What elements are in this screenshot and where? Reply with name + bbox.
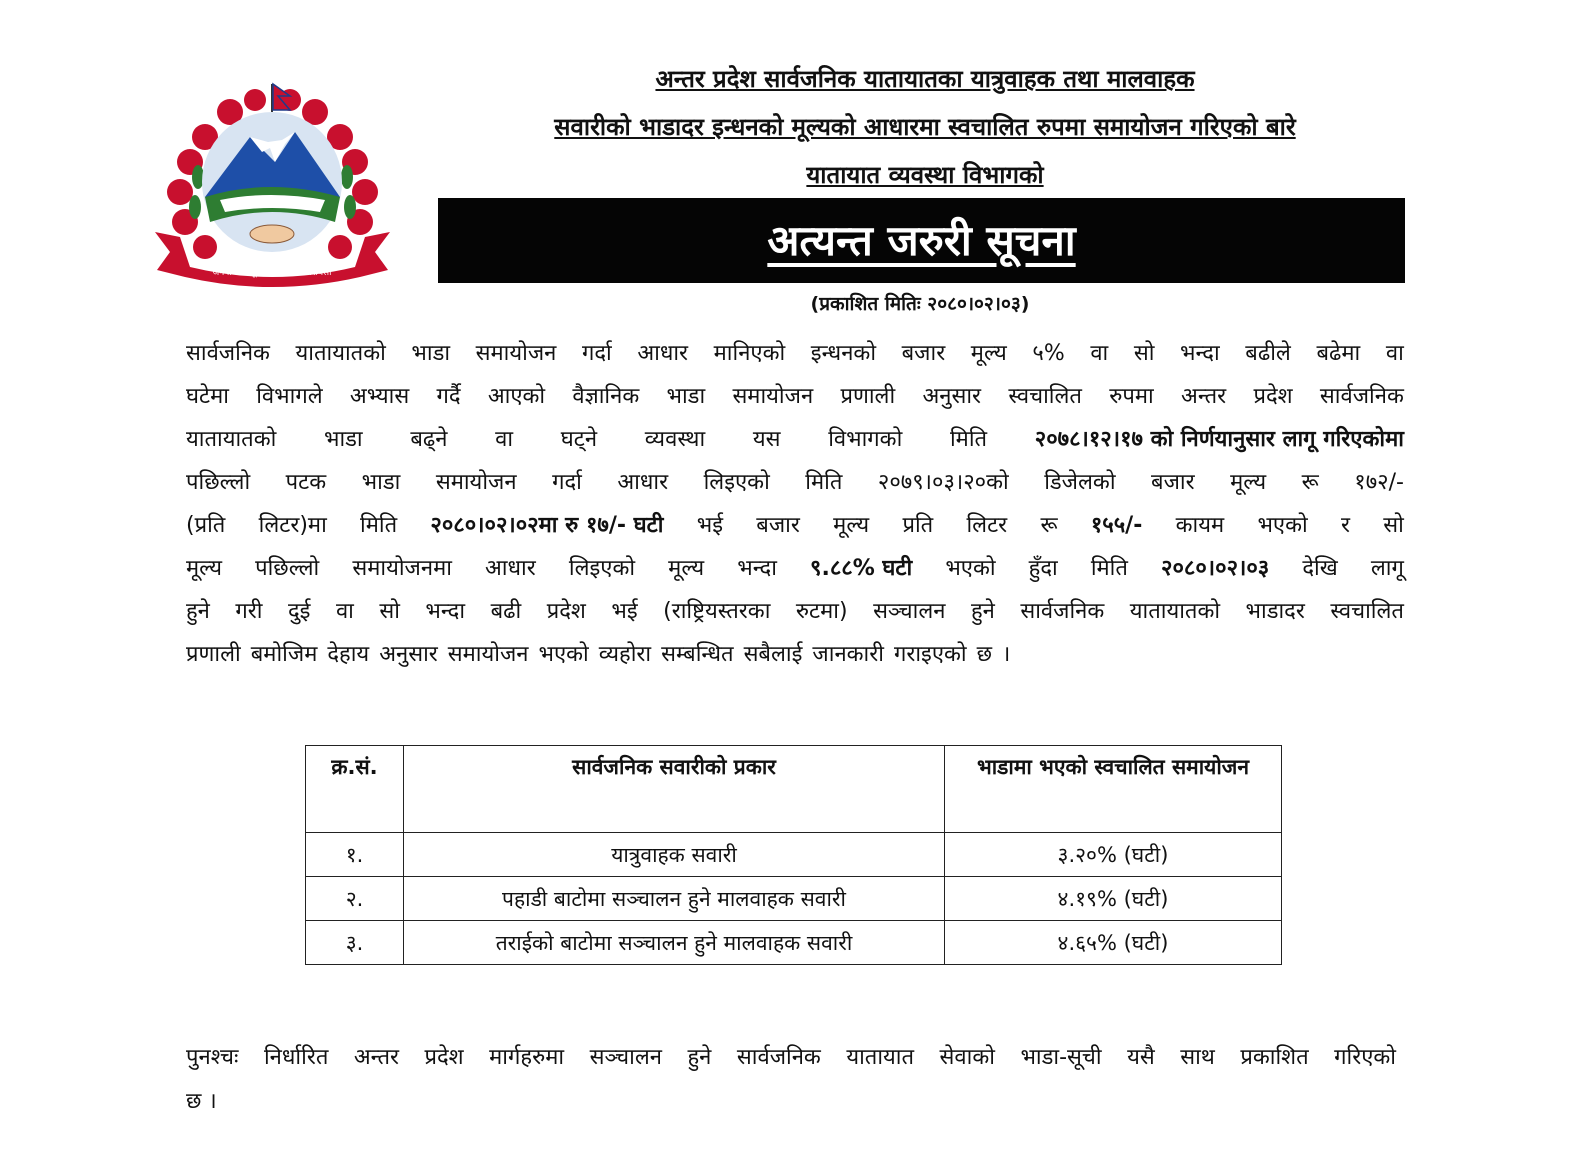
- postscript-word: यसै: [1127, 1045, 1155, 1070]
- body-word: वैज्ञानिक: [572, 384, 640, 409]
- body-word: सम्बन्धित: [661, 642, 734, 667]
- body-word: मिति: [1090, 556, 1128, 581]
- body-word: कायम: [1175, 513, 1225, 538]
- body-word: भन्दा: [1180, 341, 1220, 366]
- body-word: समायोजन: [447, 642, 529, 667]
- postscript-line-1: [186, 1036, 1396, 1080]
- body-word: भाडा: [411, 341, 451, 366]
- body-word: देहाय: [327, 642, 370, 667]
- postscript-word: यातायात: [846, 1045, 915, 1070]
- body-word: प्रदेश: [546, 599, 586, 624]
- body-word: गर्दा: [581, 341, 612, 366]
- body-word: लिटर: [966, 513, 1008, 538]
- body-word: वा: [1385, 341, 1404, 366]
- column-header-vehicle-type: सार्वजनिक सवारीको प्रकार: [404, 746, 945, 833]
- body-word: २०८०।०२।०२मा रु १७/- घटी: [430, 513, 664, 538]
- body-word: यस: [752, 427, 781, 452]
- body-word: वा: [335, 599, 354, 624]
- body-word: २०८०।०२।०३: [1161, 556, 1270, 581]
- notice-heading-line-1: अन्तर प्रदेश सार्वजनिक यातायातका यात्रुवाहक तथा मालवाहक: [655, 65, 1195, 93]
- body-word: वा: [1090, 341, 1109, 366]
- body-word: यातायातको: [295, 341, 386, 366]
- body-word: लिइएको: [568, 556, 636, 581]
- body-line: [186, 633, 1404, 676]
- body-word: आधार: [485, 556, 536, 581]
- body-word: बजार: [901, 341, 946, 366]
- row-serial: ३.: [306, 921, 404, 965]
- body-word: बढेमा: [1316, 341, 1361, 366]
- body-word: सबैलाई: [743, 642, 803, 667]
- row-vehicle-type: तराईको बाटोमा सञ्चालन हुने मालवाहक सवारी: [404, 921, 945, 965]
- body-word: लिइएको: [703, 470, 770, 495]
- body-word: सञ्चालन: [873, 599, 946, 624]
- body-word: मूल्य: [833, 513, 870, 538]
- body-word: बढ्ने: [410, 427, 448, 452]
- body-word: इन्धनको: [810, 341, 877, 366]
- body-word: २०७९।०३।२०को: [877, 470, 1009, 495]
- body-word: हुने: [970, 599, 995, 624]
- body-word: भएको: [538, 642, 589, 667]
- body-word: भई: [696, 513, 724, 538]
- body-word: अन्तर: [1181, 384, 1227, 409]
- body-word: स्वचालित: [1008, 384, 1082, 409]
- body-word: भएको: [945, 556, 996, 581]
- body-word: अनुसार: [379, 642, 438, 667]
- body-word: आएको: [487, 384, 546, 409]
- body-word: प्रति: [902, 513, 934, 538]
- body-word: सार्वजनिक: [186, 341, 270, 366]
- body-word: समायोजनमा: [352, 556, 452, 581]
- column-header-adjustment: भाडामा भएको स्वचालित समायोजन: [945, 746, 1282, 833]
- body-word: घटेमा: [186, 384, 229, 409]
- body-word: मिति: [949, 427, 988, 452]
- body-line: [186, 547, 1404, 590]
- postscript-word: सेवाको: [939, 1045, 995, 1070]
- postscript-end: छ ।: [186, 1089, 217, 1114]
- row-adjustment: ४.६५% (घटी): [945, 921, 1282, 965]
- body-word: बमोजिम: [250, 642, 318, 667]
- body-word: गरी: [235, 599, 263, 624]
- body-line: [186, 332, 1404, 375]
- postscript-word: सञ्चालन: [589, 1045, 662, 1070]
- body-word: सो: [1133, 341, 1155, 366]
- body-word: प्रणाली: [186, 642, 241, 667]
- body-word: बढी: [490, 599, 522, 624]
- table-row: [306, 921, 1282, 965]
- body-word: सो: [1383, 513, 1404, 538]
- body-word: पटक: [285, 470, 327, 495]
- body-word: हुने: [186, 599, 210, 624]
- body-word: ९.८८% घटी: [810, 556, 913, 581]
- body-word: मूल्य: [1230, 470, 1267, 495]
- body-word: देखि: [1302, 556, 1338, 581]
- postscript-word: गरिएको: [1334, 1045, 1396, 1070]
- body-word: छ: [976, 642, 993, 667]
- body-word: पछिल्लो: [255, 556, 320, 581]
- body-word: विभागले: [256, 384, 323, 409]
- body-word: स्वचालित: [1330, 599, 1404, 624]
- table-header-row: [306, 746, 1282, 833]
- table-row: [306, 877, 1282, 921]
- body-word: प्रदेश: [1253, 384, 1293, 409]
- body-word: मिति: [805, 470, 843, 495]
- body-word: पछिल्लो: [186, 470, 251, 495]
- body-word: सार्वजनिक: [1020, 599, 1105, 624]
- body-word: भन्दा: [737, 556, 777, 581]
- body-word: ।: [1002, 642, 1011, 667]
- body-word: यातायातको: [1129, 599, 1221, 624]
- body-word: १७२/-: [1354, 470, 1404, 495]
- postscript-word: साथ: [1180, 1045, 1215, 1070]
- urgent-notice-title: अत्यन्त जरुरी सूचना: [767, 216, 1076, 265]
- body-word: घट्ने: [560, 427, 598, 452]
- body-word: भाडा: [361, 470, 401, 495]
- body-word: आधार: [617, 470, 669, 495]
- postscript-word: सार्वजनिक: [736, 1045, 821, 1070]
- body-line: [186, 590, 1404, 633]
- body-word: भाडा: [666, 384, 706, 409]
- body-word: भाडा: [323, 427, 363, 452]
- row-serial: २.: [306, 877, 404, 921]
- body-word: अनुसार: [922, 384, 982, 409]
- body-word: भएको: [1257, 513, 1308, 538]
- postscript-word: पुनश्चः: [186, 1045, 239, 1070]
- notice-heading-line-3: यातायात व्यवस्था विभागको: [806, 161, 1044, 189]
- body-word: गर्दै: [436, 384, 461, 409]
- postscript-word: भाडा-सूची: [1020, 1045, 1102, 1070]
- fare-adjustment-table: [305, 745, 1282, 965]
- body-word: समायोजन: [435, 470, 517, 495]
- body-word: मानिएको: [713, 341, 786, 366]
- body-word: मूल्य: [970, 341, 1007, 366]
- body-word: अभ्यास: [349, 384, 410, 409]
- body-word: र: [1340, 513, 1350, 538]
- body-word: भई: [611, 599, 638, 624]
- postscript-word: हुने: [687, 1045, 712, 1070]
- nepal-emblem-icon: [150, 82, 395, 292]
- body-word: भन्दा: [425, 599, 466, 624]
- row-serial: १.: [306, 833, 404, 877]
- body-word: वा: [495, 427, 514, 452]
- row-vehicle-type: पहाडी बाटोमा सञ्चालन हुने मालवाहक सवारी: [404, 877, 945, 921]
- body-word: प्रणाली: [840, 384, 896, 409]
- body-line: [186, 375, 1404, 418]
- body-word: रू: [1301, 470, 1319, 495]
- postscript-word: प्रदेश: [424, 1045, 464, 1070]
- body-word: व्यहोरा: [598, 642, 652, 667]
- body-line: [186, 418, 1404, 461]
- body-word: बजार: [756, 513, 800, 538]
- body-word: गर्दा: [552, 470, 582, 495]
- body-line: [186, 461, 1404, 504]
- body-word: यातायातको: [186, 427, 277, 452]
- body-word: (राष्ट्रियस्तरका: [663, 599, 771, 624]
- notice-body-paragraph: [186, 332, 1404, 676]
- body-word: ५%: [1032, 341, 1065, 366]
- notice-heading-line-2: सवारीको भाडादर इन्धनको मूल्यको आधारमा स्वचालित रुपमा समायोजन गरिएको बारे: [554, 113, 1296, 141]
- body-word: मिति: [360, 513, 398, 538]
- row-vehicle-type: यात्रुवाहक सवारी: [404, 833, 945, 877]
- row-adjustment: ४.१९% (घटी): [945, 877, 1282, 921]
- body-word: समायोजन: [732, 384, 814, 409]
- postscript-note: [186, 1036, 1396, 1124]
- urgent-notice-banner: [438, 198, 1405, 283]
- body-word: रुटमा): [795, 599, 848, 624]
- body-word: गराइएको: [893, 642, 967, 667]
- body-word: २०७८।१२।१७ को निर्णयानुसार लागू गरिएकोमा: [1034, 427, 1404, 452]
- body-word: जानकारी: [812, 642, 884, 667]
- publication-date: (प्रकाशित मितिः २०८०।०२।०३): [810, 293, 1030, 315]
- body-word: डिजेलको: [1044, 470, 1116, 495]
- body-word: बजार: [1151, 470, 1195, 495]
- table-row: [306, 833, 1282, 877]
- body-word: लिटर)मा: [258, 513, 327, 538]
- body-word: सार्वजनिक: [1319, 384, 1404, 409]
- body-word: आधार: [637, 341, 689, 366]
- body-word: (प्रति: [186, 513, 226, 538]
- postscript-word: प्रकाशित: [1240, 1045, 1309, 1070]
- body-word: सो: [379, 599, 400, 624]
- emblem-motto: जननी जन्मभूमिश्च स्वर्गादपि गरीयसी: [212, 268, 332, 278]
- body-word: भाडादर: [1245, 599, 1305, 624]
- row-adjustment: ३.२०% (घटी): [945, 833, 1282, 877]
- body-word: लागू: [1370, 556, 1404, 581]
- body-word: समायोजन: [475, 341, 557, 366]
- postscript-word: अन्तर: [353, 1045, 399, 1070]
- postscript-line-2: [186, 1080, 1396, 1124]
- column-header-serial: क्र.सं.: [306, 746, 404, 833]
- postscript-word: मार्गहरुमा: [489, 1045, 565, 1070]
- body-word: व्यवस्था: [644, 427, 706, 452]
- body-word: मूल्य: [186, 556, 222, 581]
- body-word: दुई: [287, 599, 311, 624]
- body-word: रू: [1040, 513, 1058, 538]
- body-word: हुँदा: [1028, 556, 1058, 581]
- body-word: मूल्य: [668, 556, 705, 581]
- body-line: [186, 504, 1404, 547]
- postscript-word: निर्धारित: [263, 1045, 329, 1070]
- body-word: १५५/-: [1090, 513, 1143, 538]
- body-word: रुपमा: [1109, 384, 1154, 409]
- body-word: बढीले: [1245, 341, 1291, 366]
- body-word: विभागको: [828, 427, 903, 452]
